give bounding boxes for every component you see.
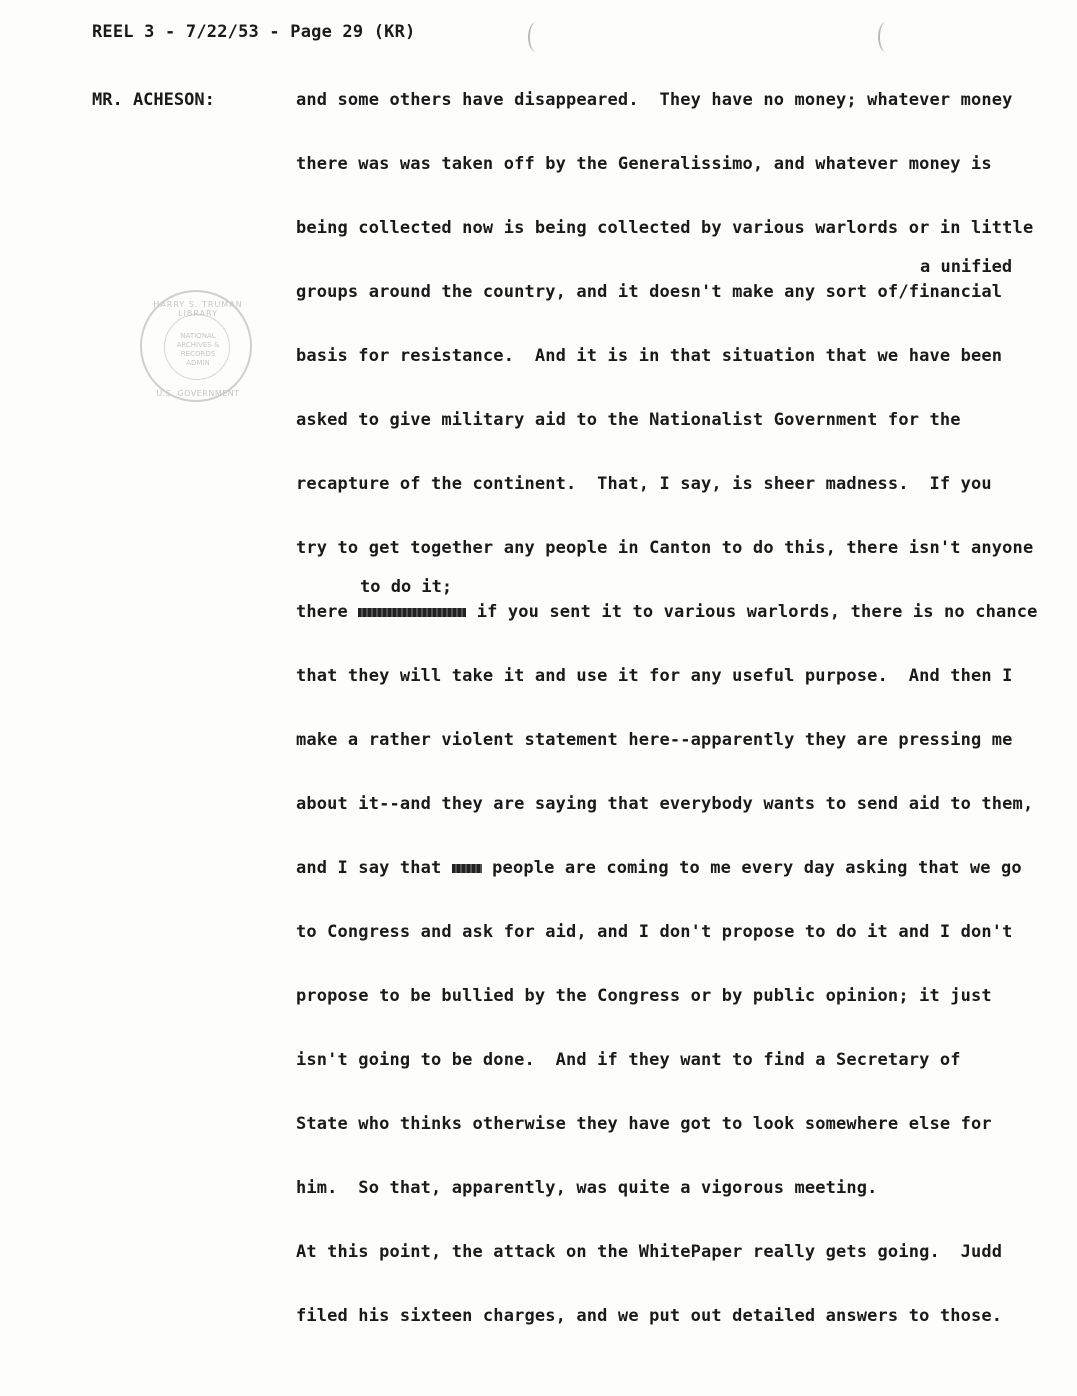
text-line: groups around the country, and it doesn't make any sort of/financial bbox=[296, 282, 1003, 302]
line-rest: people are coming to me every day asking that we go bbox=[492, 858, 1022, 878]
text-line: asked to give military aid to the Nationalist Government for the bbox=[296, 410, 961, 430]
stamp-middle-line: NATIONAL bbox=[180, 332, 216, 340]
text-line: recapture of the continent. That, I say, is sheer madness. If you bbox=[296, 474, 992, 494]
text-line: filed his sixteen charges, and we put out detailed answers to those. bbox=[296, 1306, 1003, 1326]
struck-out-text bbox=[358, 608, 466, 617]
text-line: being collected now is being collected by various warlords or in little bbox=[296, 218, 1034, 238]
page-header: REEL 3 - 7/22/53 - Page 29 (KR) bbox=[92, 22, 416, 42]
text-line-with-strikeout bbox=[296, 602, 1038, 622]
line-prefix: and I say that bbox=[296, 858, 442, 878]
stamp-bottom-text: U.S. GOVERNMENT bbox=[156, 389, 240, 398]
struck-out-text bbox=[452, 864, 482, 873]
stamp-middle-line: ADMIN bbox=[186, 359, 210, 367]
text-line: State who thinks otherwise they have got to look somewhere else for bbox=[296, 1114, 992, 1134]
text-line: there was was taken off by the Generalissimo, and whatever money is bbox=[296, 154, 992, 174]
text-line: basis for resistance. And it is in that situation that we have been bbox=[296, 346, 1003, 366]
library-stamp bbox=[140, 290, 252, 402]
text-line: and some others have disappeared. They have no money; whatever money bbox=[296, 90, 1013, 110]
text-line-with-strikeout bbox=[296, 858, 1022, 878]
text-line: At this point, the attack on the WhitePaper really gets going. Judd bbox=[296, 1242, 1003, 1262]
text-line: isn't going to be done. And if they want to find a Secretary of bbox=[296, 1050, 961, 1070]
insert-to-do-it: to do it; bbox=[360, 577, 453, 597]
text-line: about it--and they are saying that everybody wants to send aid to them, bbox=[296, 794, 1034, 814]
stamp-middle-line: ARCHIVES & bbox=[176, 341, 220, 349]
stamp-middle-text bbox=[142, 332, 254, 368]
line-rest: if you sent it to various warlords, there is no chance bbox=[476, 602, 1038, 622]
speaker-label: MR. ACHESON: bbox=[92, 90, 215, 110]
text-line: that they will take it and use it for any useful purpose. And then I bbox=[296, 666, 1013, 686]
text-line: try to get together any people in Canton to do this, there isn't anyone bbox=[296, 538, 1034, 558]
insert-a-unified: a unified bbox=[920, 257, 1013, 277]
text-line: him. So that, apparently, was quite a vigorous meeting. bbox=[296, 1178, 878, 1198]
text-line: propose to be bullied by the Congress or by public opinion; it just bbox=[296, 986, 992, 1006]
margin-mark bbox=[528, 22, 544, 52]
line-prefix: there bbox=[296, 602, 348, 622]
text-line: to Congress and ask for aid, and I don't propose to do it and I don't bbox=[296, 922, 1013, 942]
text-line: make a rather violent statement here--apparently they are pressing me bbox=[296, 730, 1013, 750]
margin-mark bbox=[878, 22, 894, 52]
stamp-middle-line: RECORDS bbox=[180, 350, 216, 358]
stamp-top-text: HARRY S. TRUMAN LIBRARY bbox=[153, 300, 243, 318]
stamp-text bbox=[142, 292, 254, 404]
